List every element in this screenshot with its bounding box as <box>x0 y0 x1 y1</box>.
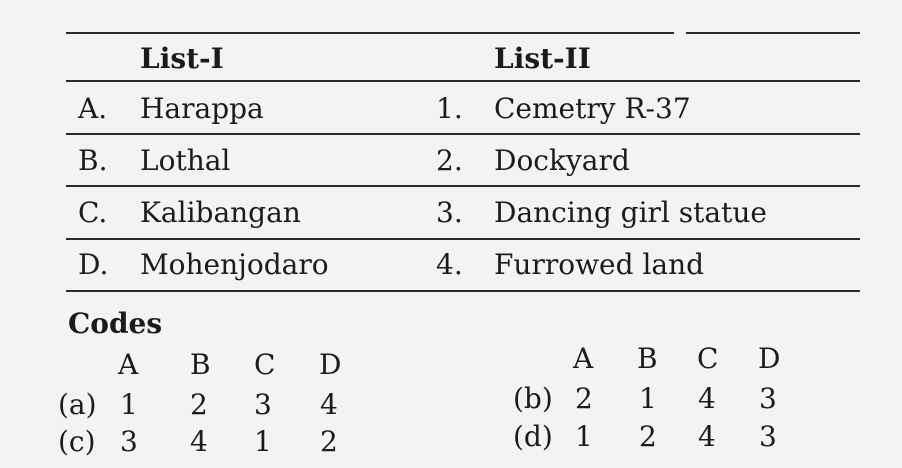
code-column-c: C <box>254 348 276 381</box>
list-ii-item: Furrowed land <box>494 248 705 281</box>
option-label: (c) <box>58 425 96 458</box>
code-column-c: C <box>697 342 719 375</box>
codes-title: Codes <box>68 307 163 340</box>
option-value: 4 <box>320 388 338 421</box>
row-letter: B. <box>78 144 108 177</box>
list-i-item: Mohenjodaro <box>140 248 329 281</box>
option-value: 1 <box>639 382 657 415</box>
table-row <box>66 240 860 290</box>
list-ii-item: Dockyard <box>494 144 630 177</box>
table-row <box>66 188 860 238</box>
row-letter: C. <box>78 196 108 229</box>
option-value: 2 <box>575 382 593 415</box>
option-value: 2 <box>320 425 338 458</box>
list-ii-item: Cemetry R-37 <box>494 92 691 125</box>
code-column-d: D <box>319 348 342 381</box>
header-rule <box>66 80 860 82</box>
list-i-item: Harappa <box>140 92 264 125</box>
list-ii-heading: List-II <box>494 42 591 75</box>
list-ii-item: Dancing girl statue <box>494 196 767 229</box>
option-value: 2 <box>639 420 657 453</box>
option-label: (a) <box>58 388 97 421</box>
option-value: 4 <box>698 420 716 453</box>
table-bottom-rule <box>66 290 860 292</box>
list-i-heading: List-I <box>140 42 224 75</box>
option-value: 3 <box>254 388 272 421</box>
option-label: (b) <box>513 382 553 415</box>
row-letter: D. <box>78 248 109 281</box>
code-column-a: A <box>573 342 594 375</box>
table-row <box>66 136 860 186</box>
option-value: 1 <box>254 425 272 458</box>
option-value: 1 <box>575 420 593 453</box>
table-header-row <box>66 34 860 84</box>
row-letter: A. <box>78 92 108 125</box>
option-value: 1 <box>120 388 138 421</box>
code-column-a: A <box>118 348 139 381</box>
table-row <box>66 84 860 134</box>
row-number: 1. <box>436 92 463 125</box>
list-i-item: Lothal <box>140 144 231 177</box>
option-value: 4 <box>698 382 716 415</box>
code-column-b: B <box>190 348 211 381</box>
option-value: 3 <box>759 420 777 453</box>
row-number: 2. <box>436 144 463 177</box>
row-rule <box>66 185 860 187</box>
code-column-d: D <box>758 342 781 375</box>
option-value: 2 <box>190 388 208 421</box>
row-number: 4. <box>436 248 463 281</box>
row-rule <box>66 133 860 135</box>
option-value: 3 <box>120 425 138 458</box>
row-number: 3. <box>436 196 463 229</box>
code-column-b: B <box>637 342 658 375</box>
option-label: (d) <box>513 420 553 453</box>
list-i-item: Kalibangan <box>140 196 301 229</box>
option-value: 3 <box>759 382 777 415</box>
option-value: 4 <box>190 425 208 458</box>
